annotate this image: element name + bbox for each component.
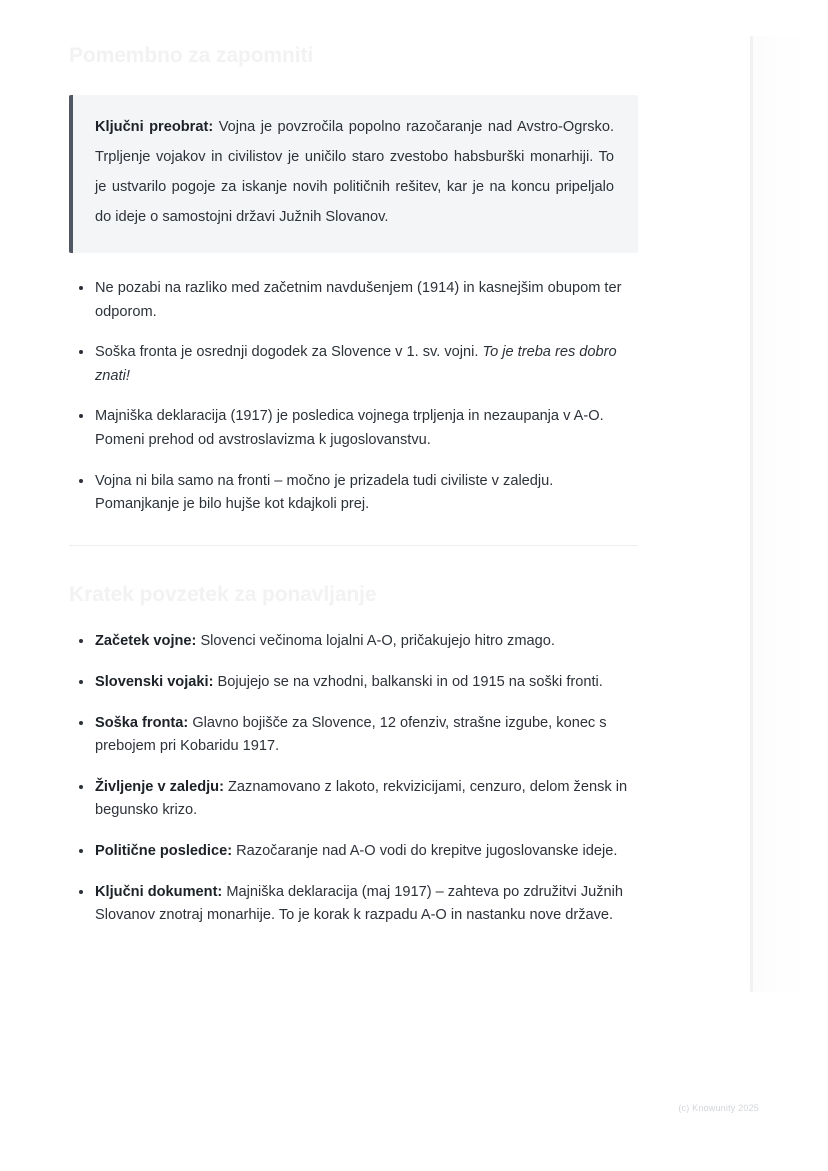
document-content — [69, 0, 638, 928]
list-item — [69, 277, 638, 324]
list-item-text: Bojujejo se na vzhodni, balkanski in od 1915 na soški fronti. — [213, 673, 603, 690]
list-item-text: Glavno bojišče za Slovence, 12 ofenziv, strašne izgube, konec s prebojem pri Kobaridu 1917. — [95, 714, 607, 755]
list-item-text: Majniška deklaracija (1917) je posledica vojnega trpljenja in nezaupanja v A-O. Pomeni prehod od avstroslavizma k jugoslovanstvu. — [95, 408, 604, 449]
section-summary — [69, 546, 638, 608]
callout-paragraph — [95, 113, 614, 233]
list-item-text: Ne pozabi na razliko med začetnim navdušenjem (1914) in kasnejšim obupom ter odporom. — [95, 279, 622, 320]
list-item — [69, 341, 638, 388]
list-item — [69, 840, 638, 864]
list-item-text: Slovenci večinoma lojalni A-O, pričakujejo hitro zmago. — [196, 633, 555, 650]
footer-copyright: (c) Knowunity 2025 — [678, 1103, 759, 1113]
callout-body-text: Vojna je povzročila popolno razočaranje nad Avstro-Ogrsko. Trpljenje vojakov in civilistov je uničilo staro zvestobo habsburški monarhiji. To je ustvarilo pogoje za iskanje novih političnih rešitev, kar je na koncu pripeljalo do ideje o samostojni državi Južnih Slovanov. — [95, 119, 614, 225]
list-item-label: Življenje v zaledju: — [95, 778, 224, 795]
list-item — [69, 630, 638, 654]
list-item-text: Zaznamovano z lakoto, rekvizicijami, cenzuro, delom žensk in begunsko krizo. — [95, 778, 628, 819]
list-item-label: Ključni dokument: — [95, 883, 223, 900]
list-item-emphasis: To je treba res dobro znati! — [95, 344, 617, 384]
section-important — [69, 0, 638, 69]
vertical-scrollbar[interactable] — [750, 36, 753, 992]
callout-lead-label: Ključni preobrat: — [95, 119, 214, 136]
section-heading-summary: Kratek povzetek za ponavljanje — [69, 583, 377, 606]
section-heading-important: Pomembno za zapomniti — [69, 44, 314, 67]
list-item-label: Slovenski vojaki: — [95, 673, 214, 690]
list-item-text: Soška fronta je osrednji dogodek za Slovence v 1. sv. vojni. — [95, 344, 483, 361]
summary-bullet-list — [69, 630, 638, 928]
key-takeaway-callout — [69, 95, 638, 253]
list-item-text: Razočaranje nad A-O vodi do krepitve jugoslovanske ideje. — [232, 843, 618, 860]
list-item — [69, 712, 638, 759]
list-item-label: Soška fronta: — [95, 714, 189, 731]
list-item-label: Začetek vojne: — [95, 633, 197, 650]
list-item — [69, 881, 638, 928]
list-item — [69, 671, 638, 695]
list-item-label: Politične posledice: — [95, 843, 233, 860]
list-item-text: Vojna ni bila samo na fronti – močno je prizadela tudi civiliste v zaledju. Pomanjkanje je bilo hujše kot kdajkoli prej. — [95, 472, 554, 513]
important-bullet-list — [69, 277, 638, 517]
list-item-text: Majniška deklaracija (maj 1917) – zahteva po združitvi Južnih Slovanov znotraj monarhije. To je korak k razpadu A-O in nastanku nove države. — [95, 883, 624, 924]
list-item — [69, 405, 638, 452]
scroll-gutter — [753, 36, 828, 992]
list-item — [69, 776, 638, 823]
list-item — [69, 470, 638, 517]
